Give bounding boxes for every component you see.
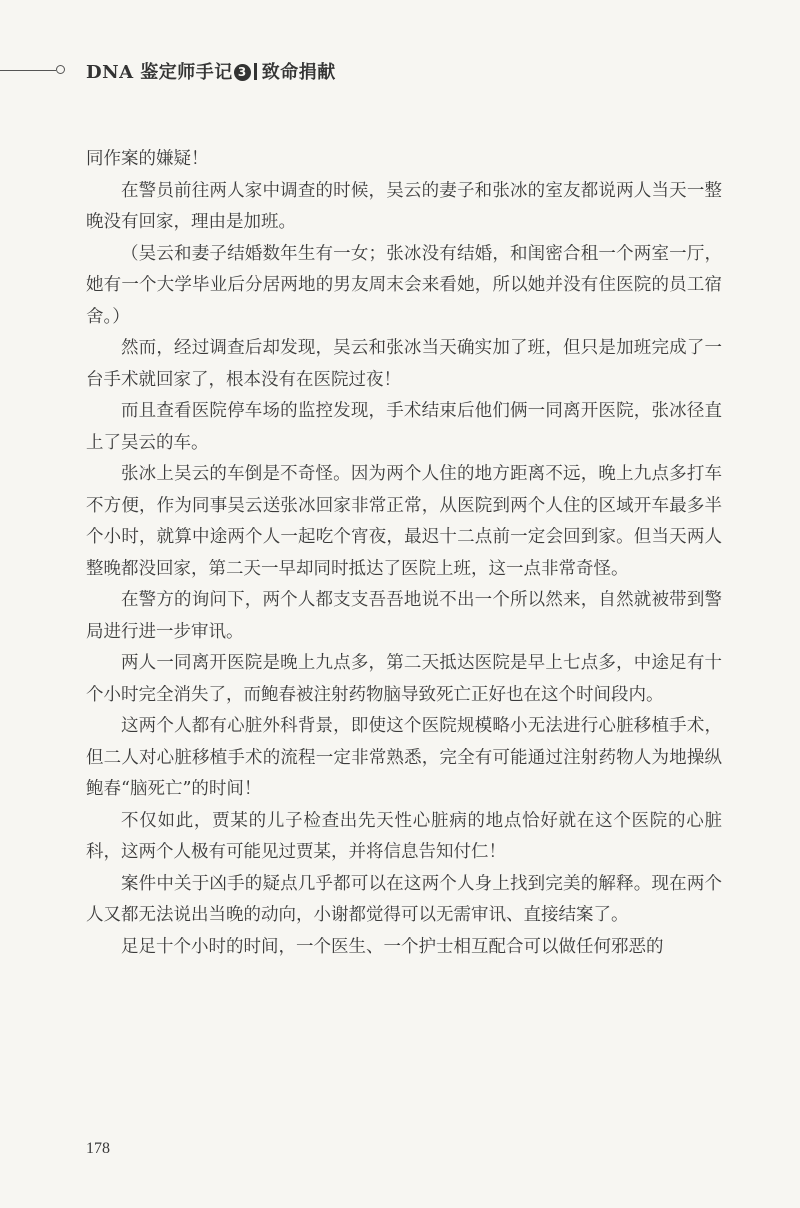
- paragraph: （吴云和妻子结婚数年生有一女；张冰没有结婚，和闺密合租一个两室一厅，她有一个大学毕业后分居两地的男友周末会来看她，所以她并没有住医院的员工宿舍。）: [86, 243, 722, 327]
- header-title: [86, 58, 336, 84]
- volume-badge: 3: [234, 64, 251, 81]
- header-separator: [254, 63, 257, 80]
- paragraph: 然而，经过调查后却发现，吴云和张冰当天确实加了班，但只是加班完成了一台手术就回家了，根本没有在医院过夜！: [86, 338, 722, 390]
- running-header: [0, 56, 800, 86]
- body-text: [86, 144, 722, 963]
- book-title: DNA 鉴定师手记: [86, 62, 233, 83]
- paragraph: 而且查看医院停车场的监控发现，手术结束后他们俩一同离开医院，张冰径直上了吴云的车。: [86, 401, 722, 453]
- paragraph: 同作案的嫌疑！: [86, 149, 209, 169]
- book-subtitle: 致命捐献: [261, 62, 336, 83]
- paragraph: 不仅如此，贾某的儿子检查出先天性心脏病的地点恰好就在这个医院的心脏科，这两个人极有可能见过贾某，并将信息告知付仁！: [86, 810, 722, 862]
- paragraph: 在警方的询问下，两个人都支支吾吾地说不出一个所以然来，自然就被带到警局进行进一步审讯。: [86, 590, 722, 642]
- paragraph: 这两个人都有心脏外科背景，即使这个医院规模略小无法进行心脏移植手术，但二人对心脏移植手术的流程一定非常熟悉，完全有可能通过注射药物人为地操纵鲍春“脑死亡”的时间！: [86, 716, 722, 799]
- paragraph: 案件中关于凶手的疑点几乎都可以在这两个人身上找到完美的解释。现在两个人又都无法说出当晚的动向，小谢都觉得可以无需审讯、直接结案了。: [86, 873, 722, 925]
- paragraph: 两人一同离开医院是晚上九点多，第二天抵达医院是早上七点多，中途足有十个小时完全消失了，而鲍春被注射药物脑导致死亡正好也在这个时间段内。: [86, 653, 722, 705]
- header-rule: [0, 70, 56, 71]
- header-rule-circle: [56, 65, 65, 74]
- paragraph: 张冰上吴云的车倒是不奇怪。因为两个人住的地方距离不远，晚上九点多打车不方便，作为同事吴云送张冰回家非常正常，从医院到两个人住的区域开车最多半个小时，就算中途两个人一起吃个宵夜，最迟十二点前一定会回到家。但当天两人整晚都没回家，第二天一早却同时抵达了医院上班，这一点非常奇怪。: [86, 464, 722, 579]
- page-number: 178: [86, 1140, 110, 1157]
- paragraph: 在警员前往两人家中调查的时候，吴云的妻子和张冰的室友都说两人当天一整晚没有回家，理由是加班。: [86, 180, 722, 232]
- paragraph: 足足十个小时的时间，一个医生、一个护士相互配合可以做任何邪恶的: [121, 936, 664, 957]
